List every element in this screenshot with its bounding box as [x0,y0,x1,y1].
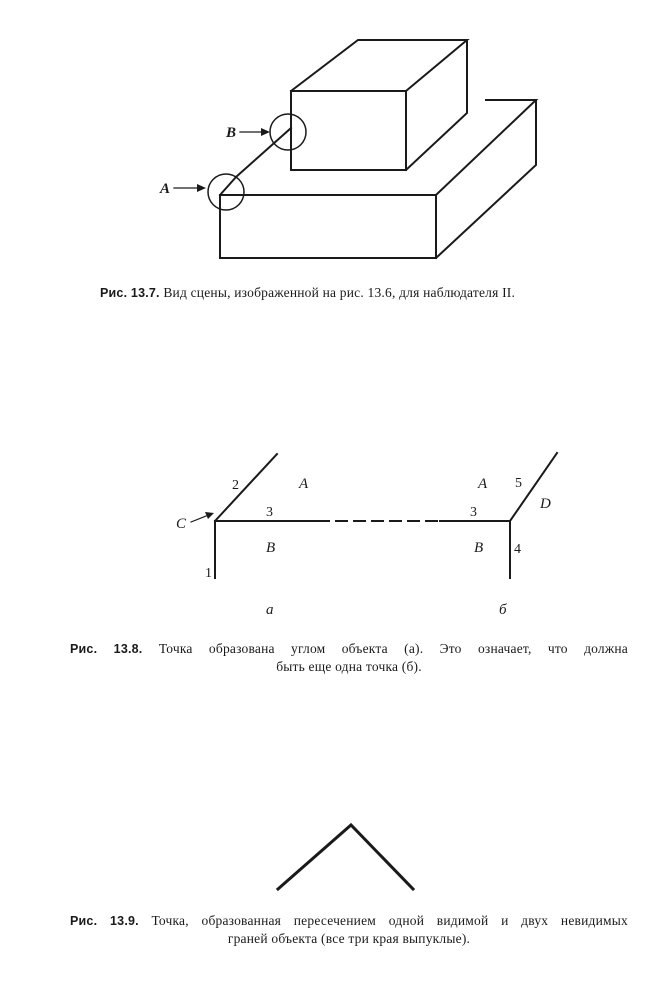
label-b-right: B [474,540,484,556]
caption-13-8-line1-wrap [70,640,628,658]
figure-13-8 [0,430,661,630]
caption-13-7 [100,284,590,302]
label-1: 1 [205,566,212,581]
caption-13-7-text: Вид сцены, изображенной на рис. 13.6, для наблюдателя II. [163,285,516,300]
label-a-right: A [478,476,488,492]
sublabel-b: б [499,602,507,618]
figure-13-9 [0,810,661,900]
lower-block-side [436,100,536,258]
caption-13-8-line1: Точка образована углом объекта (а). Это означает, что должна [158,641,628,656]
lower-block-top-back [436,100,536,195]
label-4: 4 [514,542,521,557]
caption-13-8-prefix: Рис. 13.8. [70,642,143,656]
caption-13-9-line2: граней объекта (все три края выпуклые). [227,931,471,946]
lower-block-front [220,195,436,258]
label-2: 2 [232,478,239,493]
lower-block-top [220,177,236,195]
label-5: 5 [515,476,522,491]
upper-block-side [406,40,467,170]
figure-13-7 [0,0,661,320]
upper-block-top [291,40,467,91]
label-a-left: A [299,476,309,492]
arrow-b-head [261,128,270,136]
convex-corner [278,825,413,889]
arrow-a-head [197,184,206,192]
caption-13-9-prefix: Рис. 13.9. [70,914,139,928]
caption-13-9-line1-wrap [70,912,628,930]
label-c: C [176,516,187,532]
label-3-right: 3 [470,505,477,520]
caption-13-9-line1: Точка, образованная пересечением одной видимой и двух невидимых [151,913,628,928]
caption-13-8-line2: быть еще одна точка (б). [276,659,422,674]
arrow-c [191,516,206,522]
caption-13-8 [70,640,628,675]
edge-a-to-b [236,128,291,177]
upper-block-front [291,91,406,170]
sublabel-a: а [266,602,274,618]
point-a-circle [208,174,244,210]
label-b: B [226,125,237,141]
label-b-left: B [266,540,276,556]
label-d: D [540,496,551,512]
label-a: A [160,181,171,197]
label-3-left: 3 [266,505,273,520]
caption-13-9 [70,912,628,947]
caption-13-7-prefix: Рис. 13.7. [100,286,160,300]
